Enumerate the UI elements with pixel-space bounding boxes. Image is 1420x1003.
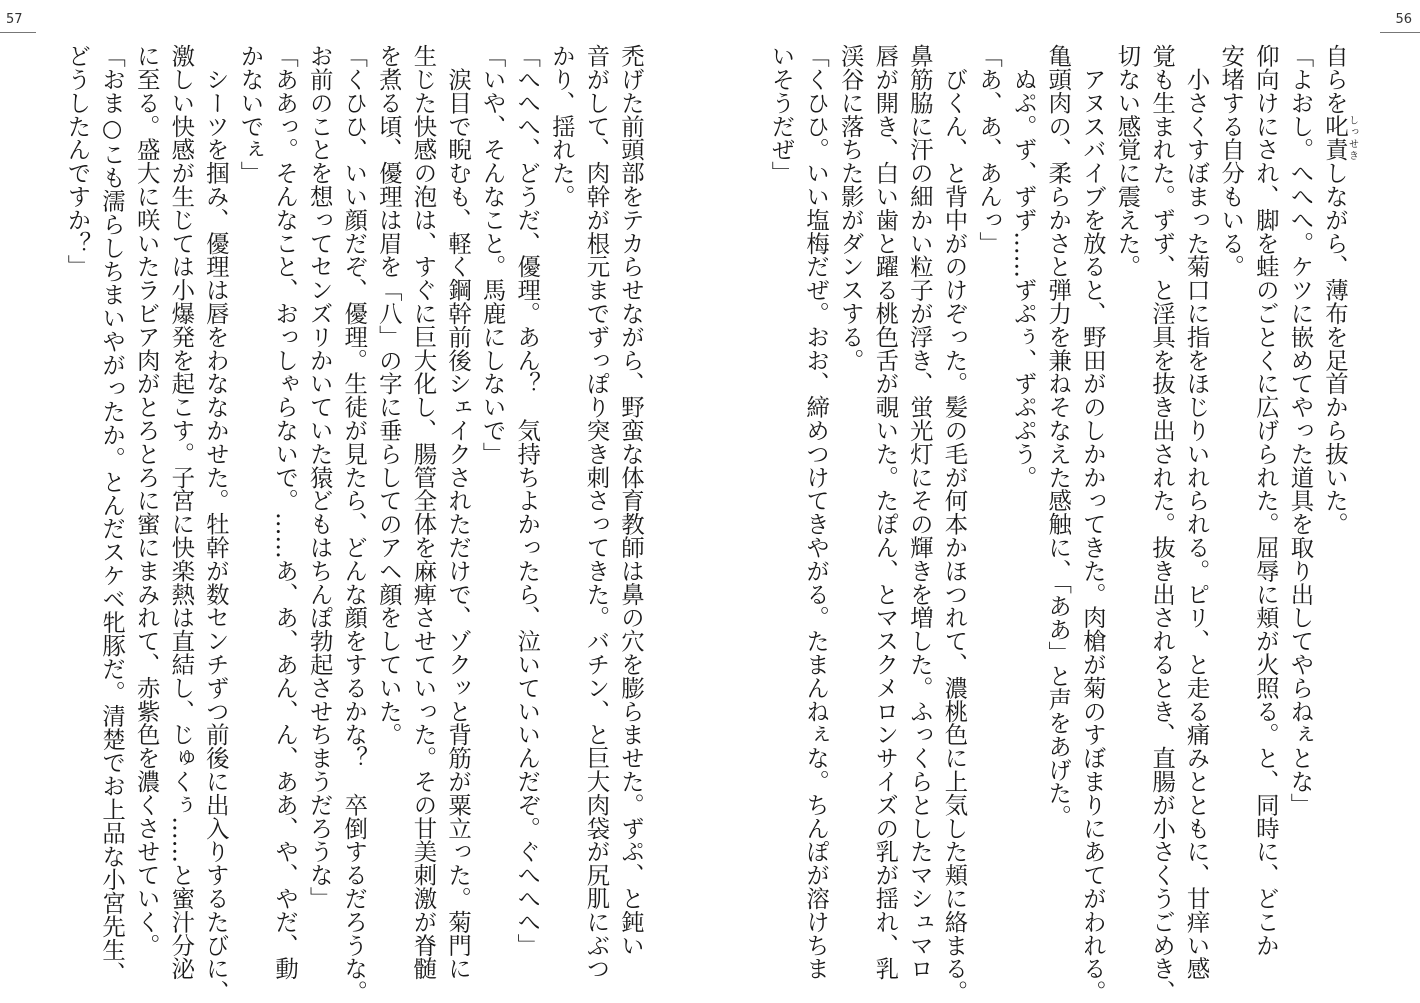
text-line: お前のことを想ってセンズリかいていた猿どもはちんぽ勃起させちまうだろうな」 <box>305 44 334 910</box>
page-number-right: 56 <box>1395 12 1412 27</box>
text-line: 鼻筋脇に汗の細かい粒子が浮き、蛍光灯にその輝きを増した。ふっくらとしたマシュマロ <box>905 44 934 980</box>
text-line: 「よおし。へへへ。ケツに嵌めてやった道具を取り出してやらねぇとな」 <box>1286 44 1315 817</box>
text-line: 「いや、そんなこと。馬鹿にしないで」 <box>478 44 507 466</box>
text-line: 「ああっ。そんなこと、おっしゃらないで。……あ、あ、あん、ん、ああ、や、やだ、動 <box>271 44 300 980</box>
ruby-reading: しっせき <box>1346 114 1358 161</box>
right-page-text <box>764 44 1358 1003</box>
text-segment: 自らを <box>1321 44 1349 115</box>
text-line: 切ない感覚に震えた。 <box>1113 44 1142 278</box>
text-line: アヌスバイブを放ると、野田がのしかかってきた。肉槍が菊のすぼまりにあてがわれる。 <box>1078 44 1107 1003</box>
header-rule-left <box>0 32 36 33</box>
header-rule-right <box>1380 32 1420 33</box>
text-line: を煮る頃、優理は眉を「八」の字に垂らしてのアヘ顔をしていた。 <box>374 44 403 746</box>
text-line: 生じた快感の泡は、すぐに巨大化し、腸管全体を麻痺させていった。その甘美刺激が脊髄 <box>409 44 438 980</box>
text-line: どうしたんですか？」 <box>63 44 92 278</box>
text-line: 亀頭肉の、柔らかさと弾力を兼ねそなえた感触に、「ああ」と声をあげた。 <box>1044 44 1073 828</box>
text-line: 音がして、肉幹が根元までずっぽり突き刺さってきた。バチン、と巨大肉袋が尻肌にぶつ <box>582 44 611 980</box>
text-line: 「おま○こも濡らしちまいやがったか。とんだスケベ牝豚だ。清楚でお上品な小宮先生、 <box>98 44 127 985</box>
text-line: 「くひひ、いい顔だぞ、優理。生徒が見たら、どんな顔をするかな？ 卒倒するだろうな。 <box>340 44 369 1003</box>
text-line: 「あ、あ、あんっ」 <box>975 44 1004 255</box>
text-line: 安堵する自分もいる。 <box>1217 44 1246 278</box>
text-line: 激しい快感が生じては小爆発を起こす。子宮に快楽熱は直結し、じゅくぅ……と蜜汁分泌 <box>167 44 196 980</box>
text-line: 涙目で睨むも、軽く鋼幹前後シェイクされただけで、ゾクッと背筋が粟立った。菊門に <box>444 44 473 980</box>
text-line: に至る。盛大に咲いたラビア肉がとろとろに蜜にまみれて、赤紫色を濃くさせていく。 <box>132 44 161 957</box>
text-line: 小さくすぼまった菊口に指をほじりいれられる。ピリ、と走る痛みとともに、甘痒い感 <box>1182 44 1211 980</box>
text-line: 「くひひ。いい塩梅だぜ。おお、締めつけてきやがる。たまんねぇな。ちんぽが溶けちま <box>802 44 831 980</box>
text-line: ぬぷ。ず、ずず……ずぷぅ、ずぷぷう。 <box>1009 44 1038 489</box>
text-line: 唇が開き、白い歯と躍る桃色舌が覗いた。たぽん、とマスクメロンサイズの乳が揺れ、乳 <box>871 44 900 980</box>
ruby-base: 叱責 <box>1321 114 1349 162</box>
text-line: びくん、と背中がのけぞった。髪の毛が何本かほつれて、濃桃色に上気した頬に絡まる。 <box>940 44 969 1003</box>
text-line: かり、揺れた。 <box>547 44 576 208</box>
text-line: 覚も生まれた。ずず、と淫具を抜き出された。抜き出されるとき、直腸が小さくうごめき、 <box>1148 44 1177 1003</box>
text-line <box>1317 44 1357 974</box>
text-line: 渓谷に落ちた影がダンスする。 <box>836 44 865 372</box>
text-line: 「へへへ、どうだ、優理。あん？ 気持ちよかったら、泣いていいんだぞ。ぐへへへ」 <box>513 44 542 957</box>
text-line: 仰向けにされ、脚を蛙のごとくに広げられた。屈辱に頬が火照る。と、同時に、どこか <box>1251 44 1280 957</box>
left-page-text <box>60 44 648 1003</box>
text-line: シーツを掴み、優理は唇をわななかせた。牡幹が数センチずつ前後に出入りするたびに、 <box>201 44 230 1003</box>
ruby-word <box>1321 114 1358 162</box>
text-segment: しながら、薄布を足首から抜いた。 <box>1321 161 1349 536</box>
text-line: かないでぇ」 <box>236 44 265 185</box>
page-number-left: 57 <box>6 12 23 27</box>
text-line: 禿げた前頭部をテカらせながら、野蛮な体育教師は鼻の穴を膨らませた。ずぷ、と鈍い <box>617 44 645 957</box>
text-line: いそうだぜ」 <box>767 44 796 185</box>
